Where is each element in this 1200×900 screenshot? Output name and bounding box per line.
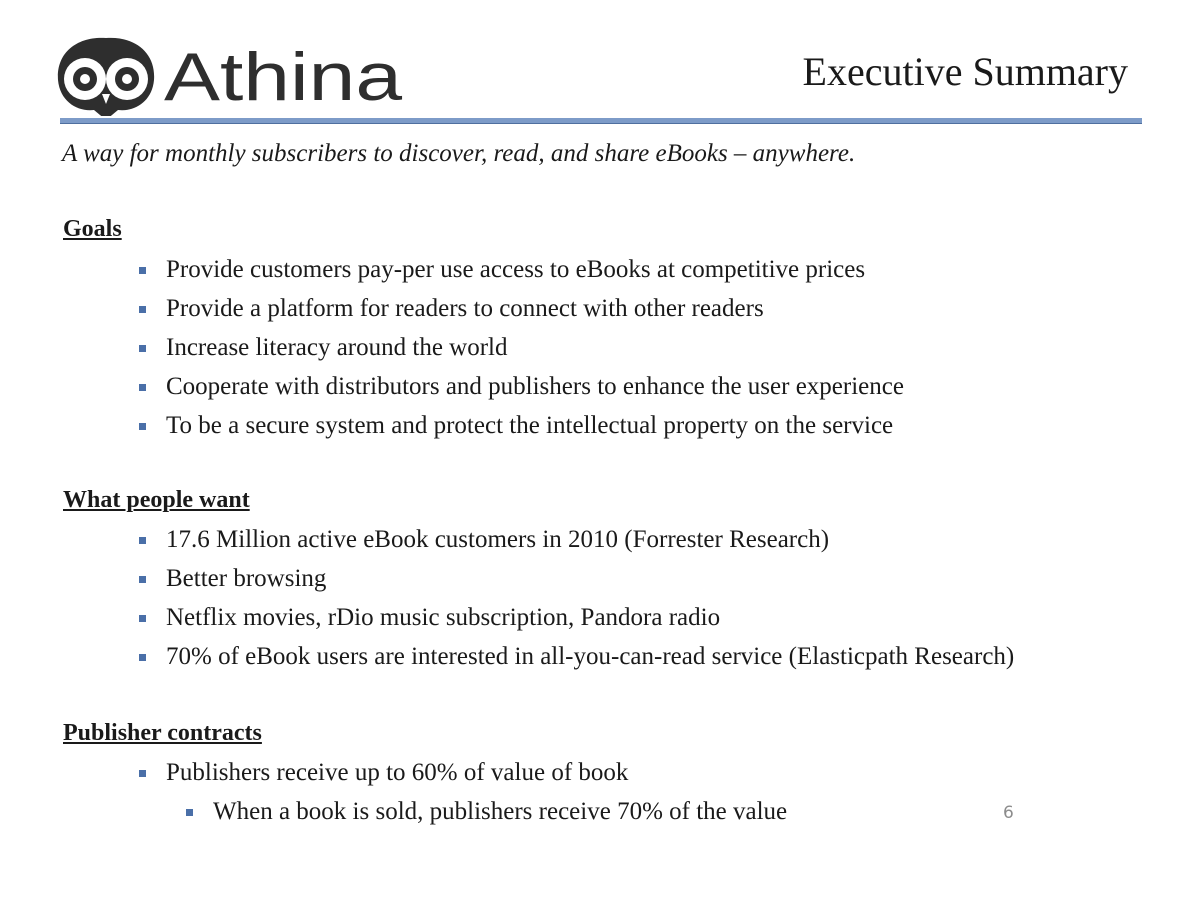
list-item: 17.6 Million active eBook customers in 2010 (Forrester Research)	[0, 525, 1014, 564]
bullet-icon	[139, 615, 146, 622]
page-number: 6	[1003, 803, 1014, 823]
bullet-icon	[139, 345, 146, 352]
what-people-want-heading: What people want	[63, 487, 250, 513]
list-item: 70% of eBook users are interested in all-you-can-read service (Elasticpath Research)	[0, 642, 1014, 681]
tagline: A way for monthly subscribers to discover, read, and share eBooks – anywhere.	[62, 140, 856, 167]
list-item: Provide a platform for readers to connect with other readers	[0, 294, 904, 333]
bullet-icon	[186, 809, 193, 816]
bullet-icon	[139, 576, 146, 583]
owl-icon	[58, 38, 154, 116]
bullet-icon	[139, 384, 146, 391]
list-item: Cooperate with distributors and publishers to enhance the user experience	[0, 372, 904, 411]
list-item: Netflix movies, rDio music subscription, Pandora radio	[0, 603, 1014, 642]
bullet-icon	[139, 306, 146, 313]
publisher-contracts-list	[0, 758, 787, 836]
list-item: Increase literacy around the world	[0, 333, 904, 372]
goals-list	[0, 255, 904, 450]
list-item: Better browsing	[0, 564, 1014, 603]
list-item: To be a secure system and protect the intellectual property on the service	[0, 411, 904, 450]
goals-heading: Goals	[63, 216, 122, 242]
logo-wordmark: Athina	[164, 39, 403, 115]
page-title: Executive Summary	[802, 49, 1128, 94]
bullet-icon	[139, 267, 146, 274]
publisher-contracts-heading: Publisher contracts	[63, 720, 262, 746]
what-people-want-list	[0, 525, 1014, 681]
bullet-icon	[139, 654, 146, 661]
athina-logo	[52, 30, 412, 116]
bullet-icon	[139, 537, 146, 544]
sub-list-item: When a book is sold, publishers receive 70% of the value	[0, 797, 787, 836]
bullet-icon	[139, 770, 146, 777]
list-item: Publishers receive up to 60% of value of book	[0, 758, 787, 797]
title-divider	[60, 118, 1142, 124]
list-item: Provide customers pay-per use access to eBooks at competitive prices	[0, 255, 904, 294]
bullet-icon	[139, 423, 146, 430]
